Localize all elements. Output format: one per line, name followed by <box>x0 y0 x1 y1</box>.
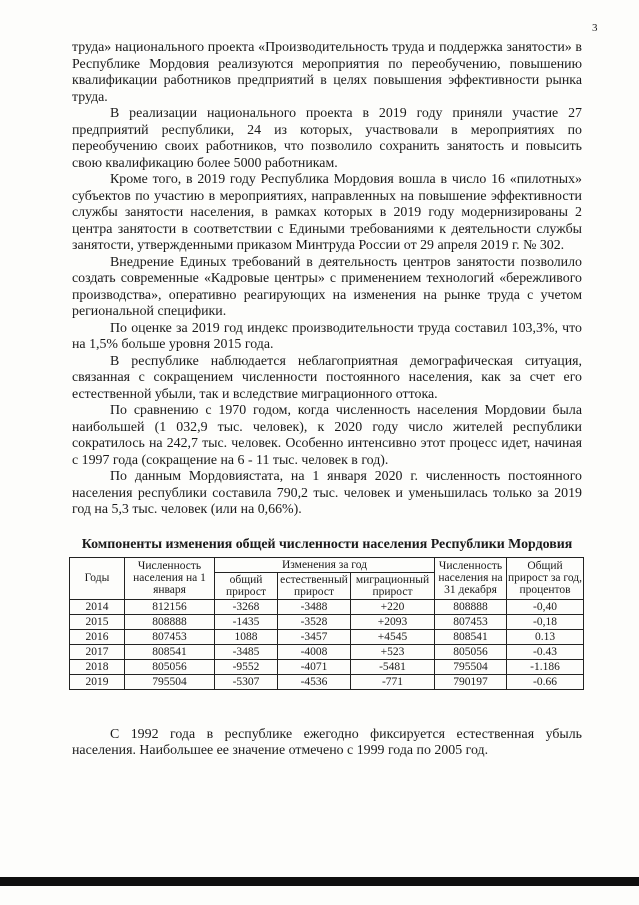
table-row <box>70 659 584 674</box>
cell-year: 2017 <box>70 644 125 659</box>
cell-natural: -3528 <box>278 614 351 629</box>
cell-year: 2014 <box>70 599 125 614</box>
cell-migration: -771 <box>351 674 435 689</box>
cell-pop-start: 808541 <box>125 644 215 659</box>
paragraph-8: По данным Мордовиястата, на 1 января 2020 г. численность постоянного населения республики составила 790,2 тыс. человек и уменьшилась только за 2019 год на 5,3 тыс. человек (или на 0,66%). <box>72 469 582 517</box>
cell-growth-pct: -0,18 <box>507 614 584 629</box>
cell-total: -5307 <box>215 674 278 689</box>
cell-migration: +523 <box>351 644 435 659</box>
population-table <box>69 557 584 690</box>
cell-pop-end: 790197 <box>435 674 507 689</box>
cell-natural: -4536 <box>278 674 351 689</box>
cell-total: -3485 <box>215 644 278 659</box>
paragraph-7: По сравнению с 1970 годом, когда численность населения Мордовии была наибольшей (1 032,9 тыс. человек), к 2020 году число жителей республики сократилось на 242,7 тыс. человек. Особенно интенсивно этот процесс идет, начиная с 1997 года (сокращение на 6 - 11 тыс. человек в год). <box>72 403 582 468</box>
cell-pop-end: 808541 <box>435 629 507 644</box>
cell-pop-start: 807453 <box>125 629 215 644</box>
paragraph-1: труда» национального проекта «Производительность труда и поддержка занятости» в Республике Мордовия реализуются мероприятия по переобучению, повышению квалификации работников предприятий в целях повышения эффективности рынка труда. <box>72 40 582 105</box>
cell-year: 2015 <box>70 614 125 629</box>
paragraph-closing: С 1992 года в республике ежегодно фиксируется естественная убыль населения. Наибольшее ее значение отмечено с 1999 года по 2005 год. <box>72 726 582 758</box>
scan-edge-bar <box>0 877 639 886</box>
cell-total: -1435 <box>215 614 278 629</box>
cell-growth-pct: -0,40 <box>507 599 584 614</box>
cell-growth-pct: -0.43 <box>507 644 584 659</box>
cell-total: -9552 <box>215 659 278 674</box>
cell-year: 2018 <box>70 659 125 674</box>
cell-migration: +2093 <box>351 614 435 629</box>
cell-migration: +220 <box>351 599 435 614</box>
cell-natural: -3488 <box>278 599 351 614</box>
cell-total: -3268 <box>215 599 278 614</box>
cell-pop-end: 805056 <box>435 644 507 659</box>
paragraph-4: Внедрение Единых требований в деятельность центров занятости позволило создать современные «Кадровые центры» с применением технологий «бережливого производства», оперативно реагирующих на изменения на рынке труда с учетом региональной специфики. <box>72 254 582 319</box>
cell-pop-start: 805056 <box>125 659 215 674</box>
cell-pop-start: 808888 <box>125 614 215 629</box>
table-title: Компоненты изменения общей численности населения Республики Мордовия <box>81 536 573 552</box>
header-migration: миграционный прирост <box>351 572 435 599</box>
cell-pop-end: 808888 <box>435 599 507 614</box>
paragraph-6: В республике наблюдается неблагоприятная демографическая ситуация, связанная с сокращением численности постоянного населения, как за счет его естественной убыли, так и вследствие миграционного оттока. <box>72 353 582 402</box>
header-natural: естественный прирост <box>278 572 351 599</box>
cell-pop-start: 795504 <box>125 674 215 689</box>
table-row <box>70 614 584 629</box>
cell-year: 2019 <box>70 674 125 689</box>
cell-pop-end: 795504 <box>435 659 507 674</box>
document-body <box>72 40 582 760</box>
cell-year: 2016 <box>70 629 125 644</box>
paragraph-5: По оценке за 2019 год индекс производительности труда составил 103,3%, что на 1,5% больше уровня 2015 года. <box>72 320 582 352</box>
table-row <box>70 599 584 614</box>
header-year: Годы <box>70 557 125 599</box>
cell-natural: -4008 <box>278 644 351 659</box>
paragraph-3: Кроме того, в 2019 году Республика Мордовия вошла в число 16 «пилотных» субъектов по участию в мероприятиях, направленных на повышение эффективности службы занятости населения, в рамках которых в 2019 году модернизированы 2 центра занятости в соответствии с Едиными требованиями к деятельности службы занятости, утвержденными приказом Минтруда России от 29 апреля 2019 г. № 302. <box>72 172 582 253</box>
header-pop-end: Численность населения на 31 декабря <box>435 557 507 599</box>
table-row <box>70 644 584 659</box>
cell-migration: +4545 <box>351 629 435 644</box>
cell-natural: -4071 <box>278 659 351 674</box>
cell-total: 1088 <box>215 629 278 644</box>
cell-pop-end: 807453 <box>435 614 507 629</box>
table-row <box>70 629 584 644</box>
cell-growth-pct: 0.13 <box>507 629 584 644</box>
header-pop-start: Численность населения на 1 января <box>125 557 215 599</box>
paragraph-2: В реализации национального проекта в 2019 году приняли участие 27 предприятий республики, 24 из которых, участвовали в мероприятиях по переобучению своих работников, что позволило сохранить занятость и повысить свою квалификацию более 5000 работникам. <box>72 106 582 171</box>
cell-pop-start: 812156 <box>125 599 215 614</box>
table-row <box>70 674 584 689</box>
header-growth-pct: Общий прирост за год, процентов <box>507 557 584 599</box>
cell-migration: -5481 <box>351 659 435 674</box>
cell-growth-pct: -0.66 <box>507 674 584 689</box>
header-changes: Изменения за год <box>215 557 435 572</box>
cell-natural: -3457 <box>278 629 351 644</box>
header-total: общий прирост <box>215 572 278 599</box>
cell-growth-pct: -1.186 <box>507 659 584 674</box>
page-number: 3 <box>592 22 598 34</box>
